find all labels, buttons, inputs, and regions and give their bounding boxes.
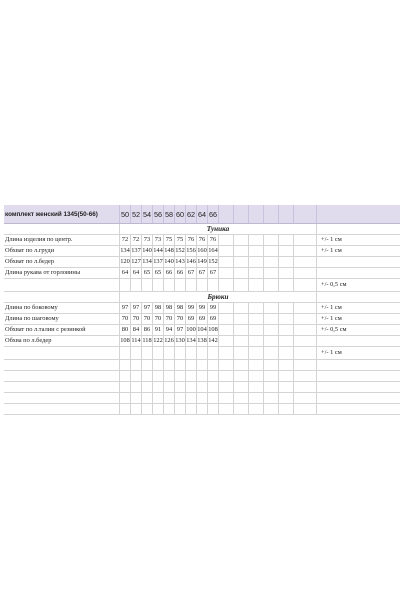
- measurement-label: Длина по боковому: [5, 304, 58, 311]
- grid-cell: [278, 246, 293, 256]
- measurement-value: 142: [208, 337, 218, 344]
- measurement-value: 134: [120, 247, 130, 254]
- grid-cell: [218, 268, 233, 278]
- grid-cell: [316, 205, 386, 223]
- grid-cell: [248, 246, 263, 256]
- grid-cell: [263, 205, 278, 223]
- grid-cell: [263, 314, 278, 324]
- grid-cell: [207, 393, 218, 403]
- grid-cell: [141, 371, 152, 381]
- grid-cell: [316, 292, 386, 302]
- measurement-value: 64: [130, 268, 141, 278]
- grid-cell: [293, 347, 308, 359]
- grid-cell: [293, 393, 308, 403]
- grid-cell: [196, 393, 207, 403]
- measurement-value: 99: [207, 303, 218, 313]
- measurement-value: 98: [152, 303, 163, 313]
- grid-cell: [207, 347, 218, 359]
- measurement-value: 164: [208, 247, 218, 254]
- size-header: 50: [119, 205, 130, 223]
- grid-cell: [316, 393, 386, 403]
- grid-cell: [130, 404, 141, 414]
- grid-cell: [248, 235, 263, 245]
- grid-cell: [4, 347, 119, 359]
- measurement-value: 144: [153, 247, 163, 254]
- grid-cell: [233, 347, 248, 359]
- grid-cell: [278, 205, 293, 223]
- measurement-value: 75: [163, 235, 174, 245]
- grid-cell: [248, 303, 263, 313]
- grid-cell: [185, 404, 196, 414]
- grid-cell: [278, 347, 293, 359]
- measurement-value: 122: [153, 337, 163, 344]
- grid-cell: [218, 246, 233, 256]
- table-row: [4, 303, 400, 314]
- grid-cell: [163, 279, 174, 291]
- table-row: [4, 235, 400, 246]
- measurement-value: 73: [152, 235, 163, 245]
- grid-cell: [248, 371, 263, 381]
- size-header: 62: [185, 205, 196, 223]
- grid-cell: [163, 382, 174, 392]
- measurement-value: 152: [208, 258, 218, 265]
- measurement-value: 86: [141, 325, 152, 335]
- measurement-value: 65: [152, 268, 163, 278]
- grid-cell: [233, 336, 248, 346]
- grid-cell: [233, 303, 248, 313]
- grid-cell: [174, 347, 185, 359]
- grid-cell: [163, 347, 174, 359]
- measurement-value: 126: [164, 337, 174, 344]
- grid-cell: [293, 360, 308, 370]
- grid-cell: [152, 393, 163, 403]
- grid-cell: [141, 279, 152, 291]
- measurement-value: 143: [175, 258, 185, 265]
- grid-cell: [196, 404, 207, 414]
- grid-cell: [119, 382, 130, 392]
- grid-cell: [233, 404, 248, 414]
- measurement-value: 76: [196, 235, 207, 245]
- section-title: Туника: [119, 224, 316, 234]
- grid-cell: [4, 292, 119, 302]
- grid-cell: [293, 279, 308, 291]
- empty-row: [4, 404, 400, 415]
- grid-cell: [293, 371, 308, 381]
- grid-cell: [185, 347, 196, 359]
- measurement-value: 97: [119, 303, 130, 313]
- measurement-label: Длина по шаговому: [5, 315, 59, 322]
- grid-cell: [248, 382, 263, 392]
- size-header: 64: [196, 205, 207, 223]
- measurement-value: 104: [197, 326, 207, 333]
- grid-cell: [293, 325, 308, 335]
- measurement-value: 134: [142, 258, 152, 265]
- table-row: [4, 314, 400, 325]
- tolerance-value: +/- 1 см: [316, 303, 386, 313]
- measurement-value: 70: [174, 314, 185, 324]
- measurement-value: 118: [142, 337, 152, 344]
- measurement-value: 156: [186, 247, 196, 254]
- grid-cell: [141, 382, 152, 392]
- grid-cell: [152, 347, 163, 359]
- measurement-value: 70: [152, 314, 163, 324]
- grid-cell: [152, 371, 163, 381]
- grid-cell: [174, 382, 185, 392]
- grid-cell: [233, 257, 248, 267]
- table-row: [4, 246, 400, 257]
- measurement-value: 140: [164, 258, 174, 265]
- measurement-label: Обхват по л.талии с резинкой: [5, 326, 86, 333]
- grid-cell: [248, 205, 263, 223]
- measurement-value: 80: [119, 325, 130, 335]
- measurement-value: 160: [197, 247, 207, 254]
- grid-cell: [263, 279, 278, 291]
- grid-cell: [152, 360, 163, 370]
- empty-row: [4, 371, 400, 382]
- size-header: 52: [130, 205, 141, 223]
- section-title: Брюки: [119, 292, 316, 302]
- grid-cell: [233, 205, 248, 223]
- grid-cell: [278, 404, 293, 414]
- measurement-value: 99: [185, 303, 196, 313]
- grid-cell: [248, 314, 263, 324]
- measurement-value: 138: [197, 337, 207, 344]
- grid-cell: [196, 382, 207, 392]
- grid-cell: [316, 224, 386, 234]
- measurement-value: 73: [141, 235, 152, 245]
- grid-cell: [278, 235, 293, 245]
- measurement-value: 67: [185, 268, 196, 278]
- grid-cell: [218, 205, 233, 223]
- grid-cell: [185, 360, 196, 370]
- grid-cell: [263, 246, 278, 256]
- measurement-value: 76: [185, 235, 196, 245]
- size-header: 66: [207, 205, 218, 223]
- grid-cell: [233, 314, 248, 324]
- measurement-value: 69: [185, 314, 196, 324]
- grid-cell: [263, 303, 278, 313]
- measurement-value: 72: [119, 235, 130, 245]
- grid-cell: [293, 404, 308, 414]
- measurement-value: 75: [174, 235, 185, 245]
- grid-cell: [163, 393, 174, 403]
- grid-cell: [278, 268, 293, 278]
- grid-cell: [233, 235, 248, 245]
- measurement-label: Длина рукава от горловины: [5, 269, 81, 276]
- grid-cell: [233, 268, 248, 278]
- grid-cell: [218, 235, 233, 245]
- grid-cell: [233, 360, 248, 370]
- grid-cell: [130, 279, 141, 291]
- grid-cell: [4, 393, 119, 403]
- grid-cell: [4, 382, 119, 392]
- grid-cell: [263, 360, 278, 370]
- tolerance-row: [4, 347, 400, 360]
- measurement-label: Обхват по л.груди: [5, 247, 55, 254]
- measurement-value: 69: [207, 314, 218, 324]
- grid-cell: [218, 393, 233, 403]
- measurement-label: Длина изделия по центр.: [5, 236, 73, 243]
- grid-cell: [4, 360, 119, 370]
- measurement-value: 108: [120, 337, 130, 344]
- grid-cell: [218, 336, 233, 346]
- grid-cell: [316, 404, 386, 414]
- grid-cell: [263, 382, 278, 392]
- grid-cell: [174, 371, 185, 381]
- grid-cell: [163, 360, 174, 370]
- section-header-row: [4, 224, 400, 235]
- grid-cell: [278, 336, 293, 346]
- grid-cell: [248, 360, 263, 370]
- measurement-value: 98: [163, 303, 174, 313]
- measurement-value: 91: [152, 325, 163, 335]
- grid-cell: [218, 382, 233, 392]
- grid-cell: [263, 325, 278, 335]
- grid-cell: [185, 382, 196, 392]
- tolerance-value: +/- 0,5 см: [316, 325, 386, 335]
- grid-cell: [185, 371, 196, 381]
- tolerance-value: +/- 1 см: [316, 235, 386, 245]
- measurement-value: 70: [163, 314, 174, 324]
- grid-cell: [218, 360, 233, 370]
- grid-cell: [278, 314, 293, 324]
- grid-cell: [152, 382, 163, 392]
- grid-cell: [196, 347, 207, 359]
- grid-cell: [207, 279, 218, 291]
- grid-cell: [218, 314, 233, 324]
- grid-cell: [119, 360, 130, 370]
- grid-cell: [316, 360, 386, 370]
- grid-cell: [130, 382, 141, 392]
- measurement-value: 108: [208, 326, 218, 333]
- grid-cell: [174, 404, 185, 414]
- grid-cell: [163, 371, 174, 381]
- grid-cell: [248, 347, 263, 359]
- measurement-value: 130: [175, 337, 185, 344]
- grid-cell: [293, 314, 308, 324]
- measurement-value: 140: [142, 247, 152, 254]
- grid-cell: [316, 371, 386, 381]
- measurement-value: 70: [141, 314, 152, 324]
- grid-cell: [233, 382, 248, 392]
- grid-cell: [263, 404, 278, 414]
- measurement-value: 76: [207, 235, 218, 245]
- grid-cell: [233, 371, 248, 381]
- measurement-label: Обхва по л.бедер: [5, 337, 52, 344]
- measurement-value: 66: [174, 268, 185, 278]
- grid-cell: [196, 371, 207, 381]
- grid-cell: [293, 303, 308, 313]
- measurement-label: Обхват по л.бедер: [5, 258, 55, 265]
- table-row: [4, 268, 400, 279]
- grid-cell: [141, 404, 152, 414]
- grid-cell: [218, 257, 233, 267]
- size-header: 58: [163, 205, 174, 223]
- measurement-value: 99: [196, 303, 207, 313]
- grid-cell: [293, 246, 308, 256]
- grid-cell: [174, 360, 185, 370]
- measurement-value: 120: [120, 258, 130, 265]
- grid-cell: [152, 279, 163, 291]
- grid-cell: [119, 347, 130, 359]
- measurement-value: 114: [131, 337, 141, 344]
- grid-cell: [4, 371, 119, 381]
- grid-cell: [293, 336, 308, 346]
- grid-cell: [293, 268, 308, 278]
- tolerance-value: [316, 268, 386, 278]
- measurement-value: 127: [131, 258, 141, 265]
- grid-cell: [248, 336, 263, 346]
- measurement-value: 146: [186, 258, 196, 265]
- tolerance-row: [4, 279, 400, 292]
- size-header: 54: [141, 205, 152, 223]
- grid-cell: [218, 303, 233, 313]
- grid-cell: [119, 393, 130, 403]
- grid-cell: [293, 235, 308, 245]
- table-row: [4, 257, 400, 268]
- grid-cell: [278, 393, 293, 403]
- grid-cell: [316, 382, 386, 392]
- grid-cell: [130, 347, 141, 359]
- grid-cell: [218, 279, 233, 291]
- grid-cell: [278, 360, 293, 370]
- grid-cell: [263, 235, 278, 245]
- grid-cell: [218, 347, 233, 359]
- grid-cell: [248, 279, 263, 291]
- grid-cell: [293, 205, 308, 223]
- grid-cell: [141, 360, 152, 370]
- measurement-value: 137: [131, 247, 141, 254]
- measurement-value: 98: [174, 303, 185, 313]
- tolerance-value: +/- 1 см: [316, 246, 386, 256]
- section-header-row: [4, 292, 400, 303]
- grid-cell: [207, 382, 218, 392]
- measurement-value: 72: [130, 235, 141, 245]
- grid-cell: [207, 371, 218, 381]
- grid-cell: [207, 360, 218, 370]
- grid-cell: [233, 279, 248, 291]
- grid-cell: [263, 268, 278, 278]
- measurement-value: 69: [196, 314, 207, 324]
- tolerance-value: +/- 0,5 см: [316, 279, 386, 291]
- grid-cell: [233, 393, 248, 403]
- grid-cell: [218, 371, 233, 381]
- grid-cell: [263, 393, 278, 403]
- grid-cell: [233, 246, 248, 256]
- grid-cell: [174, 393, 185, 403]
- grid-cell: [248, 404, 263, 414]
- measurement-value: 152: [175, 247, 185, 254]
- grid-cell: [218, 404, 233, 414]
- grid-cell: [130, 393, 141, 403]
- header-row: [4, 205, 400, 224]
- grid-cell: [248, 257, 263, 267]
- grid-cell: [4, 404, 119, 414]
- measurement-value: 70: [119, 314, 130, 324]
- measurement-value: 137: [153, 258, 163, 265]
- grid-cell: [130, 360, 141, 370]
- tolerance-value: [316, 257, 386, 267]
- grid-cell: [263, 336, 278, 346]
- grid-cell: [152, 404, 163, 414]
- grid-cell: [263, 371, 278, 381]
- measurement-value: 97: [174, 325, 185, 335]
- grid-cell: [119, 404, 130, 414]
- measurement-value: 70: [130, 314, 141, 324]
- table-row: [4, 336, 400, 347]
- measurement-value: 149: [197, 258, 207, 265]
- grid-cell: [248, 393, 263, 403]
- grid-cell: [196, 279, 207, 291]
- grid-cell: [196, 360, 207, 370]
- grid-cell: [263, 257, 278, 267]
- grid-cell: [4, 279, 119, 291]
- grid-cell: [141, 347, 152, 359]
- grid-cell: [130, 371, 141, 381]
- size-header: 60: [174, 205, 185, 223]
- measurement-value: 100: [186, 326, 196, 333]
- measurement-value: 84: [130, 325, 141, 335]
- grid-cell: [119, 371, 130, 381]
- size-chart-table: [4, 205, 400, 415]
- grid-cell: [278, 279, 293, 291]
- grid-cell: [163, 404, 174, 414]
- grid-cell: [278, 303, 293, 313]
- empty-row: [4, 382, 400, 393]
- empty-row: [4, 360, 400, 371]
- grid-cell: [141, 393, 152, 403]
- grid-cell: [185, 393, 196, 403]
- measurement-value: 94: [163, 325, 174, 335]
- grid-cell: [293, 382, 308, 392]
- grid-cell: [278, 371, 293, 381]
- measurement-value: 148: [164, 247, 174, 254]
- measurement-value: 67: [196, 268, 207, 278]
- grid-cell: [233, 325, 248, 335]
- grid-cell: [119, 279, 130, 291]
- measurement-value: 134: [186, 337, 196, 344]
- tolerance-value: +/- 1 см: [316, 347, 386, 359]
- measurement-value: 65: [141, 268, 152, 278]
- tolerance-value: [316, 336, 386, 346]
- grid-cell: [174, 279, 185, 291]
- grid-cell: [263, 347, 278, 359]
- grid-cell: [185, 279, 196, 291]
- measurement-value: 64: [119, 268, 130, 278]
- grid-cell: [4, 224, 119, 234]
- grid-cell: [278, 257, 293, 267]
- product-title: комплект женский 1345(50-66): [5, 211, 98, 218]
- measurement-value: 67: [207, 268, 218, 278]
- table-row: [4, 325, 400, 336]
- measurement-value: 66: [163, 268, 174, 278]
- measurement-value: 97: [130, 303, 141, 313]
- grid-cell: [207, 404, 218, 414]
- size-header: 56: [152, 205, 163, 223]
- grid-cell: [278, 325, 293, 335]
- empty-row: [4, 393, 400, 404]
- tolerance-value: +/- 1 см: [316, 314, 386, 324]
- grid-cell: [218, 325, 233, 335]
- grid-cell: [293, 257, 308, 267]
- measurement-value: 97: [141, 303, 152, 313]
- grid-cell: [248, 325, 263, 335]
- grid-cell: [278, 382, 293, 392]
- grid-cell: [248, 268, 263, 278]
